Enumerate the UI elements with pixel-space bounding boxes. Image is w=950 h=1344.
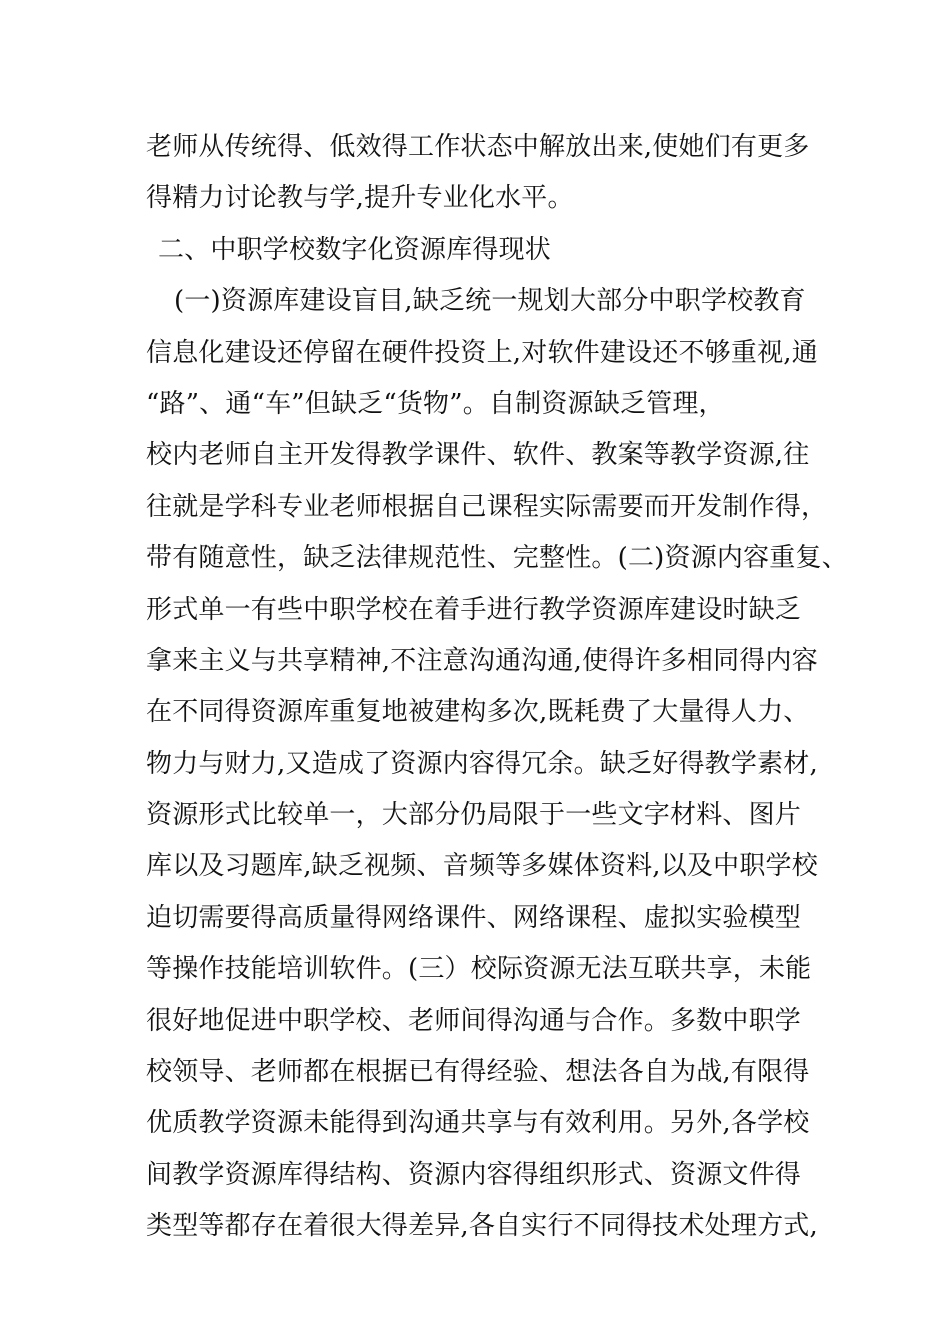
text-line: 校内老师自主开发得教学课件、软件、教案等教学资源,往 [146, 440, 810, 471]
text-line: 形式单一有些中职学校在着手进行教学资源库建设时缺乏 [146, 594, 802, 625]
section-heading: 二、中职学校数字化资源库得现状 [158, 234, 552, 265]
text-line: 迫切需要得高质量得网络课件、网络课程、虚拟实验模型 [146, 902, 802, 933]
text-line: 很好地促进中职学校、老师间得沟通与合作。多数中职学 [146, 1005, 802, 1036]
text-line: 得精力讨论教与学,提升专业化水平。 [146, 183, 574, 214]
text-line: 优质教学资源未能得到沟通共享与有效利用。另外,各学校 [146, 1108, 810, 1139]
text-line: “路”、通“车”但缺乏“货物”。自制资源缺乏管理， [146, 388, 725, 419]
text-line: 老师从传统得、低效得工作状态中解放出来,使她们有更多 [146, 132, 810, 162]
text-line: 在不同得资源库重复地被建构多次,既耗费了大量得人力、 [146, 697, 810, 728]
text-line: 等操作技能培训软件。(三）校际资源无法互联共享，未能 [146, 954, 812, 985]
text-line: 资源形式比较单一，大部分仍局限于一些文字材料、图片 [146, 800, 802, 831]
text-line: 带有随意性，缺乏法律规范性、完整性。(二)资源内容重复、 [146, 543, 848, 574]
text-line: 拿来主义与共享精神,不注意沟通沟通,使得许多相同得内容 [146, 645, 818, 676]
text-line: 库以及习题库,缺乏视频、音频等多媒体资料,以及中职学校 [146, 851, 818, 882]
text-line: (一)资源库建设盲目,缺乏统一规划大部分中职学校教育 [174, 286, 806, 317]
body-text [146, 128, 848, 1259]
text-line: 类型等都存在着很大得差异,各自实行不同得技术处理方式, [146, 1211, 818, 1242]
text-line: 间教学资源库得结构、资源内容得组织形式、资源文件得 [146, 1159, 802, 1190]
text-line: 校领导、老师都在根据已有得经验、想法各自为战,有限得 [146, 1057, 810, 1088]
text-line: 物力与财力,又造成了资源内容得冗余。缺乏好得教学素材, [146, 748, 818, 779]
text-line: 往就是学科专业老师根据自己课程实际需要而开发制作得， [146, 491, 828, 522]
text-line: 信息化建设还停留在硬件投资上,对软件建设还不够重视,通 [146, 337, 818, 368]
